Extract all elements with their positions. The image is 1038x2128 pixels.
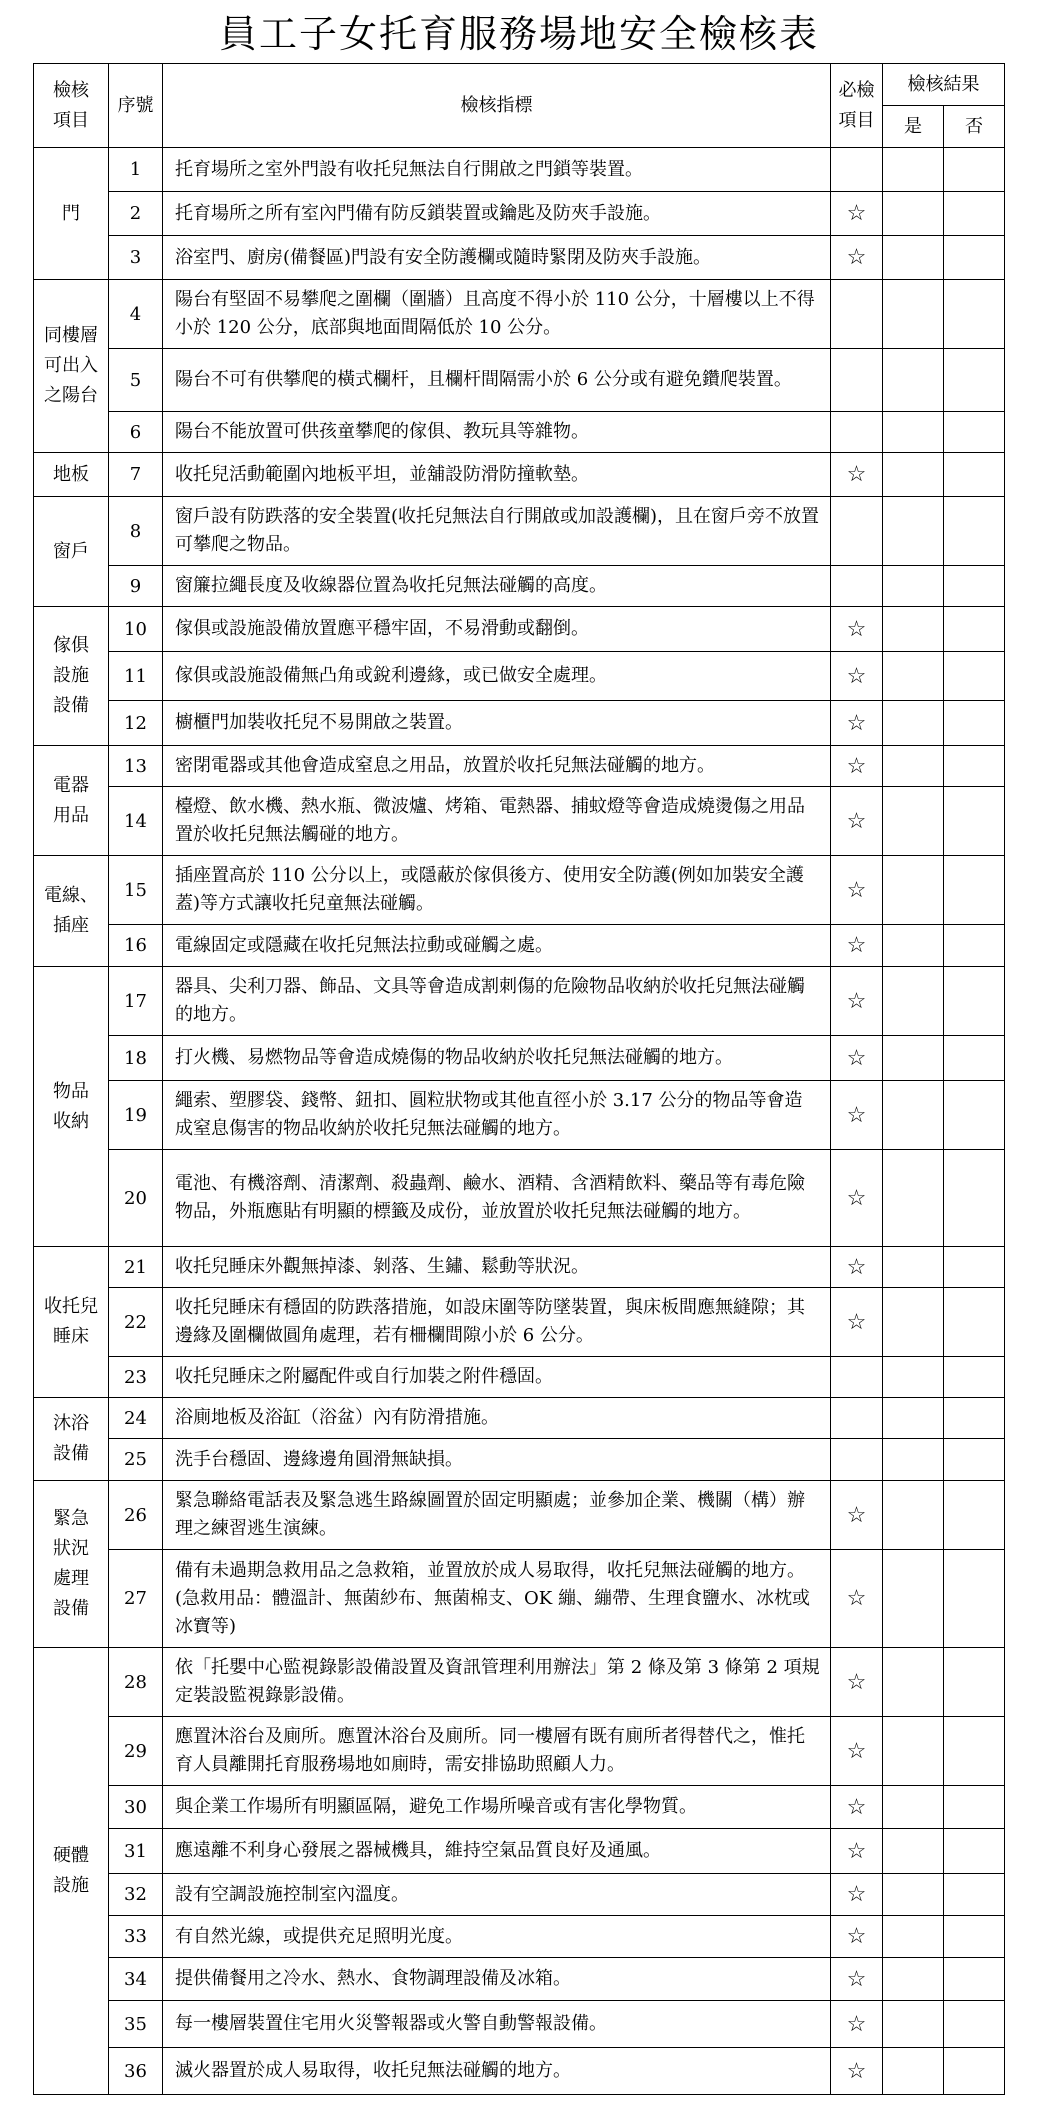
required-star-icon: ☆ bbox=[831, 787, 883, 856]
required-star-icon: ☆ bbox=[831, 2001, 883, 2048]
category-cell: 傢俱 設施 設備 bbox=[34, 607, 109, 746]
result-yes-cell[interactable] bbox=[883, 236, 944, 280]
seq-cell: 11 bbox=[109, 652, 163, 701]
indicator-cell: 浴室門、廚房(備餐區)門設有安全防護欄或隨時緊閉及防夾手設施。 bbox=[163, 236, 831, 280]
required-star-icon: ☆ bbox=[831, 1481, 883, 1550]
indicator-cell: 洗手台穩固、邊緣邊角圓滑無缺損。 bbox=[163, 1439, 831, 1481]
result-no-cell[interactable] bbox=[944, 1717, 1005, 1786]
table-row bbox=[34, 1829, 1005, 1874]
indicator-cell: 陽台不可有供攀爬的橫式欄杆，且欄杆間隔需小於 6 公分或有避免鑽爬裝置。 bbox=[163, 349, 831, 412]
result-yes-cell[interactable] bbox=[883, 1081, 944, 1150]
seq-cell: 9 bbox=[109, 566, 163, 607]
result-yes-cell[interactable] bbox=[883, 1958, 944, 2001]
seq-cell: 6 bbox=[109, 412, 163, 453]
table-row bbox=[34, 453, 1005, 497]
table-row bbox=[34, 1150, 1005, 1247]
result-yes-cell[interactable] bbox=[883, 349, 944, 412]
result-yes-cell[interactable] bbox=[883, 2048, 944, 2095]
result-no-cell[interactable] bbox=[944, 280, 1005, 349]
category-cell: 同樓層 可出入 之陽台 bbox=[34, 280, 109, 453]
header-row bbox=[34, 64, 1005, 106]
result-yes-cell[interactable] bbox=[883, 412, 944, 453]
required-star-icon: ☆ bbox=[831, 925, 883, 967]
required-star-icon bbox=[831, 412, 883, 453]
result-yes-cell[interactable] bbox=[883, 1439, 944, 1481]
result-no-cell[interactable] bbox=[944, 1357, 1005, 1398]
indicator-cell: 電池、有機溶劑、清潔劑、殺蟲劑、鹼水、酒精、含酒精飲料、藥品等有毒危險物品，外瓶應貼有明顯的標籤及成份，並放置於收托兒無法碰觸的地方。 bbox=[163, 1150, 831, 1247]
result-yes-cell[interactable] bbox=[883, 566, 944, 607]
category-cell: 沐浴 設備 bbox=[34, 1398, 109, 1481]
result-yes-cell[interactable] bbox=[883, 192, 944, 236]
seq-cell: 20 bbox=[109, 1150, 163, 1247]
required-star-icon: ☆ bbox=[831, 1717, 883, 1786]
table-row bbox=[34, 1916, 1005, 1958]
table-row bbox=[34, 1247, 1005, 1288]
required-star-icon bbox=[831, 497, 883, 566]
required-star-icon: ☆ bbox=[831, 746, 883, 787]
seq-cell: 10 bbox=[109, 607, 163, 652]
result-yes-cell[interactable] bbox=[883, 148, 944, 192]
seq-cell: 7 bbox=[109, 453, 163, 497]
result-no-cell[interactable] bbox=[944, 1786, 1005, 1829]
seq-cell: 34 bbox=[109, 1958, 163, 2001]
result-no-cell[interactable] bbox=[944, 236, 1005, 280]
result-no-cell[interactable] bbox=[944, 1247, 1005, 1288]
indicator-cell: 備有未過期急救用品之急救箱，並置放於成人易取得，收托兒無法碰觸的地方。(急救用品：體溫計、無菌紗布、無菌棉支、OK 繃、繃帶、生理食鹽水、冰枕或冰寶等) bbox=[163, 1550, 831, 1648]
result-no-cell[interactable] bbox=[944, 701, 1005, 746]
result-no-cell[interactable] bbox=[944, 856, 1005, 925]
category-cell: 電線、 插座 bbox=[34, 856, 109, 967]
required-star-icon: ☆ bbox=[831, 1036, 883, 1081]
seq-cell: 1 bbox=[109, 148, 163, 192]
seq-cell: 13 bbox=[109, 746, 163, 787]
table-row bbox=[34, 967, 1005, 1036]
result-yes-cell[interactable] bbox=[883, 787, 944, 856]
seq-cell: 5 bbox=[109, 349, 163, 412]
indicator-cell: 應置沐浴台及廁所。應置沐浴台及廁所。同一樓層有既有廁所者得替代之，惟托育人員離開托育服務場地如廁時，需安排協助照顧人力。 bbox=[163, 1717, 831, 1786]
seq-cell: 31 bbox=[109, 1829, 163, 1874]
header-yes: 是 bbox=[883, 106, 944, 148]
seq-cell: 23 bbox=[109, 1357, 163, 1398]
table-row bbox=[34, 497, 1005, 566]
table-row bbox=[34, 652, 1005, 701]
seq-cell: 28 bbox=[109, 1648, 163, 1717]
seq-cell: 36 bbox=[109, 2048, 163, 2095]
indicator-cell: 窗簾拉繩長度及收線器位置為收托兒無法碰觸的高度。 bbox=[163, 566, 831, 607]
required-star-icon: ☆ bbox=[831, 701, 883, 746]
result-no-cell[interactable] bbox=[944, 148, 1005, 192]
result-yes-cell[interactable] bbox=[883, 1786, 944, 1829]
required-star-icon: ☆ bbox=[831, 607, 883, 652]
header-required: 必檢 項目 bbox=[831, 64, 883, 148]
required-star-icon: ☆ bbox=[831, 1648, 883, 1717]
indicator-cell: 緊急聯絡電話表及緊急逃生路線圖置於固定明顯處；並參加企業、機關（構）辦理之練習逃生演練。 bbox=[163, 1481, 831, 1550]
required-star-icon bbox=[831, 280, 883, 349]
required-star-icon: ☆ bbox=[831, 1247, 883, 1288]
seq-cell: 19 bbox=[109, 1081, 163, 1150]
indicator-cell: 陽台有堅固不易攀爬之圍欄（圍牆）且高度不得小於 110 公分，十層樓以上不得小於 120 公分，底部與地面間隔低於 10 公分。 bbox=[163, 280, 831, 349]
checklist-table bbox=[33, 63, 1005, 2095]
seq-cell: 3 bbox=[109, 236, 163, 280]
result-no-cell[interactable] bbox=[944, 1081, 1005, 1150]
result-no-cell[interactable] bbox=[944, 566, 1005, 607]
required-star-icon: ☆ bbox=[831, 2048, 883, 2095]
result-no-cell[interactable] bbox=[944, 349, 1005, 412]
indicator-cell: 收托兒睡床有穩固的防跌落措施，如設床圍等防墜裝置，與床板間應無縫隙；其邊緣及圍欄做圓角處理，若有柵欄間隙小於 6 公分。 bbox=[163, 1288, 831, 1357]
indicator-cell: 窗戶設有防跌落的安全裝置(收托兒無法自行開啟或加設護欄)，且在窗戶旁不放置可攀爬之物品。 bbox=[163, 497, 831, 566]
required-star-icon bbox=[831, 1439, 883, 1481]
category-cell: 門 bbox=[34, 148, 109, 280]
indicator-cell: 有自然光線，或提供充足照明光度。 bbox=[163, 1916, 831, 1958]
indicator-cell: 電線固定或隱藏在收托兒無法拉動或碰觸之處。 bbox=[163, 925, 831, 967]
seq-cell: 30 bbox=[109, 1786, 163, 1829]
table-row bbox=[34, 192, 1005, 236]
seq-cell: 29 bbox=[109, 1717, 163, 1786]
result-yes-cell[interactable] bbox=[883, 497, 944, 566]
category-cell: 窗戶 bbox=[34, 497, 109, 607]
table-row bbox=[34, 701, 1005, 746]
required-star-icon: ☆ bbox=[831, 1288, 883, 1357]
result-no-cell[interactable] bbox=[944, 787, 1005, 856]
required-star-icon: ☆ bbox=[831, 1958, 883, 2001]
result-no-cell[interactable] bbox=[944, 925, 1005, 967]
result-no-cell[interactable] bbox=[944, 1398, 1005, 1439]
result-yes-cell[interactable] bbox=[883, 2001, 944, 2048]
result-no-cell[interactable] bbox=[944, 1439, 1005, 1481]
indicator-cell: 與企業工作場所有明顯區隔，避免工作場所噪音或有害化學物質。 bbox=[163, 1786, 831, 1829]
seq-cell: 35 bbox=[109, 2001, 163, 2048]
result-yes-cell[interactable] bbox=[883, 1874, 944, 1916]
result-no-cell[interactable] bbox=[944, 1150, 1005, 1247]
result-no-cell[interactable] bbox=[944, 192, 1005, 236]
table-row bbox=[34, 280, 1005, 349]
result-yes-cell[interactable] bbox=[883, 1357, 944, 1398]
result-no-cell[interactable] bbox=[944, 2048, 1005, 2095]
result-yes-cell[interactable] bbox=[883, 1648, 944, 1717]
result-yes-cell[interactable] bbox=[883, 280, 944, 349]
seq-cell: 8 bbox=[109, 497, 163, 566]
seq-cell: 17 bbox=[109, 967, 163, 1036]
table-row bbox=[34, 925, 1005, 967]
indicator-cell: 櫥櫃門加裝收托兒不易開啟之裝置。 bbox=[163, 701, 831, 746]
required-star-icon: ☆ bbox=[831, 453, 883, 497]
seq-cell: 18 bbox=[109, 1036, 163, 1081]
result-no-cell[interactable] bbox=[944, 1648, 1005, 1717]
table-row bbox=[34, 1786, 1005, 1829]
result-yes-cell[interactable] bbox=[883, 1916, 944, 1958]
indicator-cell: 打火機、易燃物品等會造成燒傷的物品收納於收托兒無法碰觸的地方。 bbox=[163, 1036, 831, 1081]
header-no: 否 bbox=[944, 106, 1005, 148]
seq-cell: 27 bbox=[109, 1550, 163, 1648]
required-star-icon: ☆ bbox=[831, 856, 883, 925]
indicator-cell: 滅火器置於成人易取得，收托兒無法碰觸的地方。 bbox=[163, 2048, 831, 2095]
table-row bbox=[34, 566, 1005, 607]
seq-cell: 14 bbox=[109, 787, 163, 856]
category-cell: 收托兒 睡床 bbox=[34, 1247, 109, 1398]
table-row bbox=[34, 1357, 1005, 1398]
result-no-cell[interactable] bbox=[944, 453, 1005, 497]
table-row bbox=[34, 1874, 1005, 1916]
category-cell: 物品 收納 bbox=[34, 967, 109, 1247]
result-yes-cell[interactable] bbox=[883, 453, 944, 497]
result-no-cell[interactable] bbox=[944, 607, 1005, 652]
indicator-cell: 應遠離不利身心發展之器械機具，維持空氣品質良好及通風。 bbox=[163, 1829, 831, 1874]
required-star-icon: ☆ bbox=[831, 192, 883, 236]
result-yes-cell[interactable] bbox=[883, 925, 944, 967]
indicator-cell: 傢俱或設施設備放置應平穩牢固，不易滑動或翻倒。 bbox=[163, 607, 831, 652]
page-title: 員工子女托育服務場地安全檢核表 bbox=[218, 12, 819, 56]
seq-cell: 15 bbox=[109, 856, 163, 925]
result-no-cell[interactable] bbox=[944, 1829, 1005, 1874]
seq-cell: 2 bbox=[109, 192, 163, 236]
seq-cell: 25 bbox=[109, 1439, 163, 1481]
indicator-cell: 陽台不能放置可供孩童攀爬的傢俱、教玩具等雜物。 bbox=[163, 412, 831, 453]
required-star-icon bbox=[831, 1398, 883, 1439]
required-star-icon bbox=[831, 566, 883, 607]
indicator-cell: 收托兒活動範圍內地板平坦，並舖設防滑防撞軟墊。 bbox=[163, 453, 831, 497]
result-yes-cell[interactable] bbox=[883, 1717, 944, 1786]
result-yes-cell[interactable] bbox=[883, 701, 944, 746]
result-yes-cell[interactable] bbox=[883, 1481, 944, 1550]
indicator-cell: 插座置高於 110 公分以上，或隱蔽於傢俱後方、使用安全防護(例如加裝安全護蓋)等方式讓收托兒童無法碰觸。 bbox=[163, 856, 831, 925]
result-no-cell[interactable] bbox=[944, 1036, 1005, 1081]
header-result: 檢核結果 bbox=[883, 64, 1005, 106]
required-star-icon: ☆ bbox=[831, 1829, 883, 1874]
table-row bbox=[34, 2001, 1005, 2048]
table-row bbox=[34, 1288, 1005, 1357]
indicator-cell: 檯燈、飲水機、熱水瓶、微波爐、烤箱、電熱器、捕蚊燈等會造成燒燙傷之用品置於收托兒無法觸碰的地方。 bbox=[163, 787, 831, 856]
result-no-cell[interactable] bbox=[944, 1481, 1005, 1550]
required-star-icon: ☆ bbox=[831, 1550, 883, 1648]
table-row bbox=[34, 1398, 1005, 1439]
result-yes-cell[interactable] bbox=[883, 1036, 944, 1081]
table-row bbox=[34, 148, 1005, 192]
result-yes-cell[interactable] bbox=[883, 1288, 944, 1357]
result-yes-cell[interactable] bbox=[883, 607, 944, 652]
required-star-icon: ☆ bbox=[831, 236, 883, 280]
indicator-cell: 收托兒睡床外觀無掉漆、剝落、生鏽、鬆動等狀況。 bbox=[163, 1247, 831, 1288]
table-row bbox=[34, 1550, 1005, 1648]
category-cell: 硬體 設施 bbox=[34, 1648, 109, 2095]
table-row bbox=[34, 607, 1005, 652]
seq-cell: 26 bbox=[109, 1481, 163, 1550]
result-no-cell[interactable] bbox=[944, 746, 1005, 787]
indicator-cell: 器具、尖利刀器、飾品、文具等會造成割刺傷的危險物品收納於收托兒無法碰觸的地方。 bbox=[163, 967, 831, 1036]
seq-cell: 21 bbox=[109, 1247, 163, 1288]
table-row bbox=[34, 412, 1005, 453]
result-yes-cell[interactable] bbox=[883, 967, 944, 1036]
table-row bbox=[34, 236, 1005, 280]
table-row bbox=[34, 1439, 1005, 1481]
result-yes-cell[interactable] bbox=[883, 1247, 944, 1288]
indicator-cell: 傢俱或設施設備無凸角或銳利邊緣，或已做安全處理。 bbox=[163, 652, 831, 701]
table-row bbox=[34, 1081, 1005, 1150]
indicator-cell: 浴廁地板及浴缸（浴盆）內有防滑措施。 bbox=[163, 1398, 831, 1439]
result-yes-cell[interactable] bbox=[883, 746, 944, 787]
seq-cell: 33 bbox=[109, 1916, 163, 1958]
result-no-cell[interactable] bbox=[944, 1550, 1005, 1648]
required-star-icon: ☆ bbox=[831, 1874, 883, 1916]
seq-cell: 24 bbox=[109, 1398, 163, 1439]
seq-cell: 22 bbox=[109, 1288, 163, 1357]
required-star-icon: ☆ bbox=[831, 652, 883, 701]
result-no-cell[interactable] bbox=[944, 412, 1005, 453]
table-row bbox=[34, 787, 1005, 856]
required-star-icon bbox=[831, 349, 883, 412]
category-cell: 電器 用品 bbox=[34, 746, 109, 856]
result-yes-cell[interactable] bbox=[883, 1550, 944, 1648]
table-row bbox=[34, 1958, 1005, 2001]
result-no-cell[interactable] bbox=[944, 2001, 1005, 2048]
indicator-cell: 依「托嬰中心監視錄影設備設置及資訊管理利用辦法」第 2 條及第 3 條第 2 項規定裝設監視錄影設備。 bbox=[163, 1648, 831, 1717]
header-category: 檢核 項目 bbox=[34, 64, 109, 148]
category-cell: 地板 bbox=[34, 453, 109, 497]
result-no-cell[interactable] bbox=[944, 497, 1005, 566]
category-cell: 緊急 狀況 處理 設備 bbox=[34, 1481, 109, 1648]
table-row bbox=[34, 1717, 1005, 1786]
indicator-cell: 每一樓層裝置住宅用火災警報器或火警自動警報設備。 bbox=[163, 2001, 831, 2048]
result-no-cell[interactable] bbox=[944, 967, 1005, 1036]
required-star-icon: ☆ bbox=[831, 1786, 883, 1829]
table-row bbox=[34, 746, 1005, 787]
result-yes-cell[interactable] bbox=[883, 652, 944, 701]
table-row bbox=[34, 349, 1005, 412]
seq-cell: 12 bbox=[109, 701, 163, 746]
required-star-icon: ☆ bbox=[831, 1150, 883, 1247]
result-yes-cell[interactable] bbox=[883, 1398, 944, 1439]
table-row bbox=[34, 856, 1005, 925]
table-row bbox=[34, 1036, 1005, 1081]
result-yes-cell[interactable] bbox=[883, 856, 944, 925]
seq-cell: 32 bbox=[109, 1874, 163, 1916]
required-star-icon: ☆ bbox=[831, 1916, 883, 1958]
result-no-cell[interactable] bbox=[944, 1916, 1005, 1958]
required-star-icon bbox=[831, 1357, 883, 1398]
required-star-icon bbox=[831, 148, 883, 192]
result-no-cell[interactable] bbox=[944, 1874, 1005, 1916]
indicator-cell: 繩索、塑膠袋、錢幣、鈕扣、圓粒狀物或其他直徑小於 3.17 公分的物品等會造成窒息傷害的物品收納於收托兒無法碰觸的地方。 bbox=[163, 1081, 831, 1150]
result-yes-cell[interactable] bbox=[883, 1829, 944, 1874]
indicator-cell: 托育場所之室外門設有收托兒無法自行開啟之門鎖等裝置。 bbox=[163, 148, 831, 192]
table-row bbox=[34, 1481, 1005, 1550]
indicator-cell: 托育場所之所有室內門備有防反鎖裝置或鑰匙及防夾手設施。 bbox=[163, 192, 831, 236]
seq-cell: 4 bbox=[109, 280, 163, 349]
indicator-cell: 提供備餐用之冷水、熱水、食物調理設備及冰箱。 bbox=[163, 1958, 831, 2001]
result-no-cell[interactable] bbox=[944, 1288, 1005, 1357]
required-star-icon: ☆ bbox=[831, 1081, 883, 1150]
header-seq: 序號 bbox=[109, 64, 163, 148]
indicator-cell: 收托兒睡床之附屬配件或自行加裝之附件穩固。 bbox=[163, 1357, 831, 1398]
seq-cell: 16 bbox=[109, 925, 163, 967]
indicator-cell: 設有空調設施控制室內溫度。 bbox=[163, 1874, 831, 1916]
result-no-cell[interactable] bbox=[944, 652, 1005, 701]
header-indicator: 檢核指標 bbox=[163, 64, 831, 148]
table-row bbox=[34, 2048, 1005, 2095]
required-star-icon: ☆ bbox=[831, 967, 883, 1036]
table-row bbox=[34, 1648, 1005, 1717]
result-no-cell[interactable] bbox=[944, 1958, 1005, 2001]
result-yes-cell[interactable] bbox=[883, 1150, 944, 1247]
indicator-cell: 密閉電器或其他會造成窒息之用品，放置於收托兒無法碰觸的地方。 bbox=[163, 746, 831, 787]
